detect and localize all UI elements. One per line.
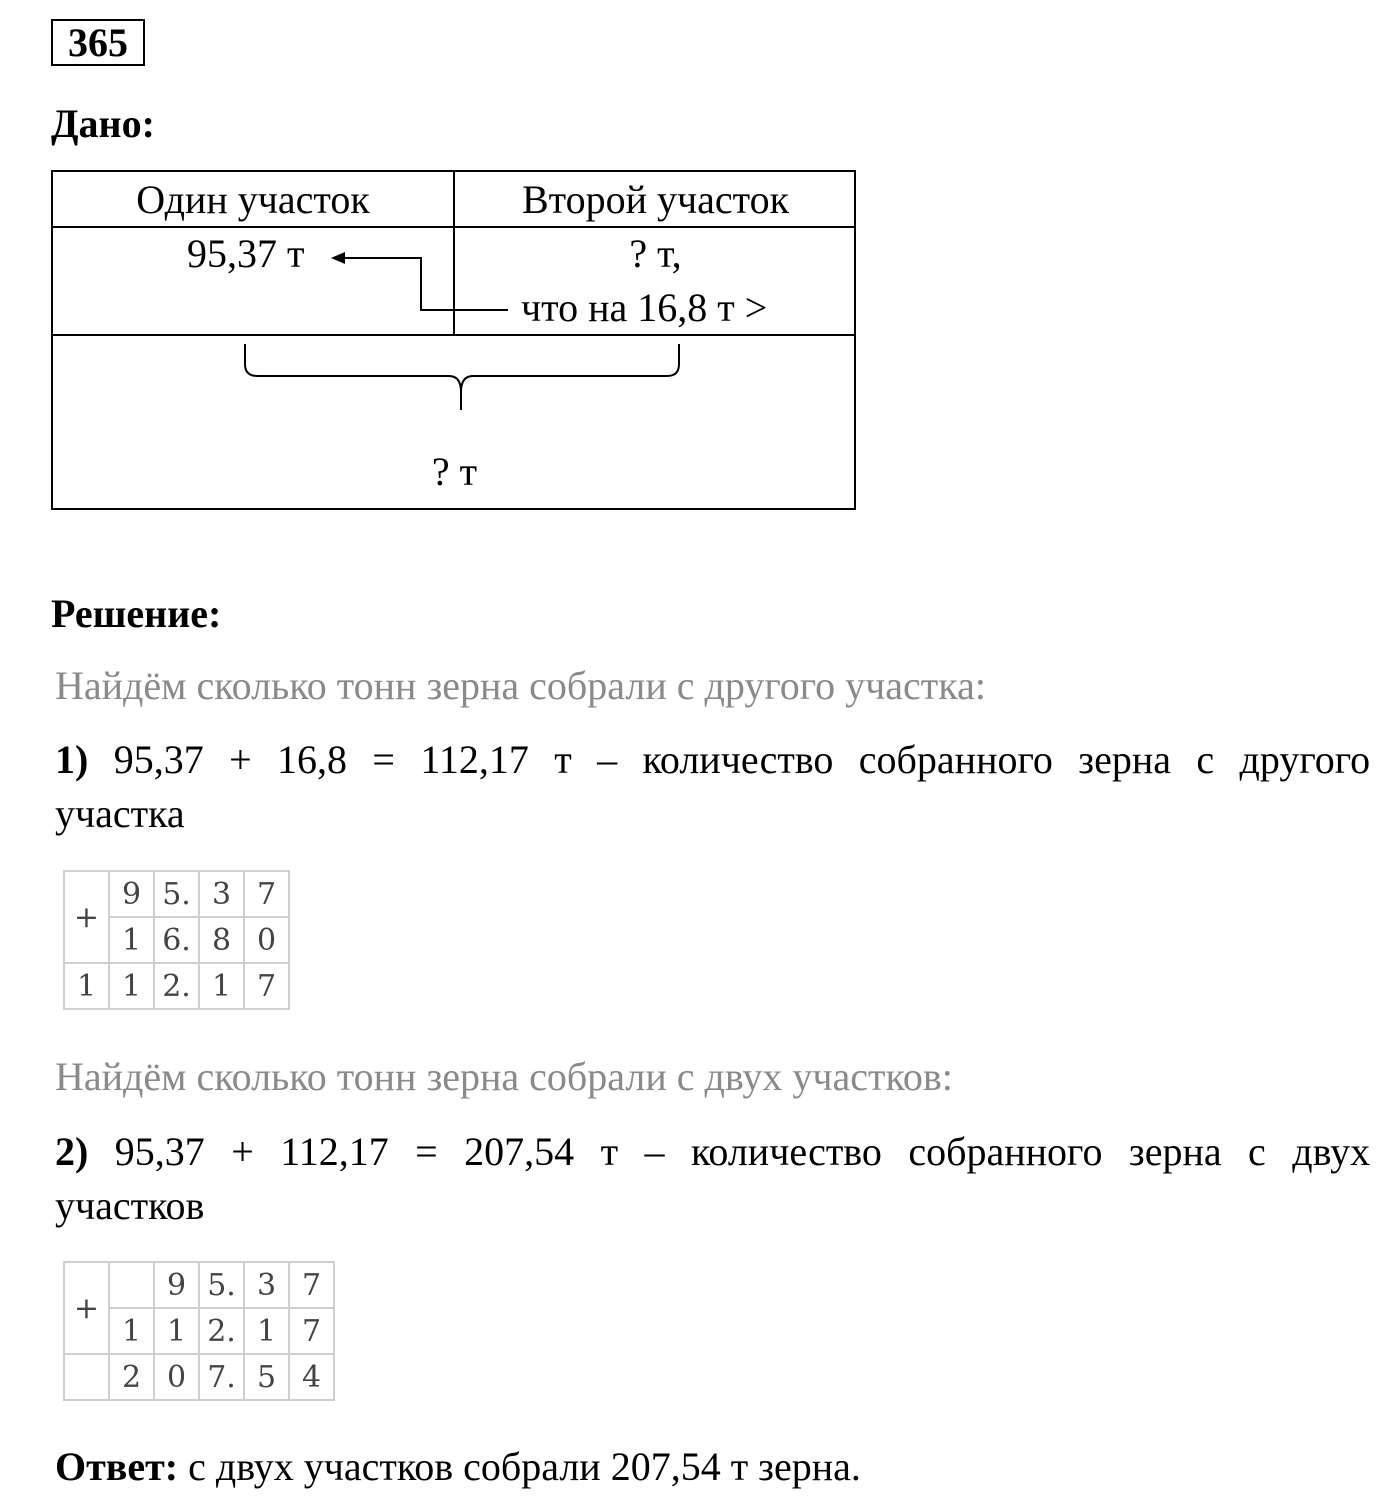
step-2-term: т xyxy=(600,1129,619,1174)
step-2-number: 2) xyxy=(55,1129,89,1174)
first-plot-header: Один участок xyxy=(136,177,370,222)
table-row xyxy=(64,1354,334,1400)
table-row xyxy=(64,963,289,1009)
solution-intro-2: Найдём сколько тонн зерна собрали с двух участков: xyxy=(55,1054,953,1099)
step-2-term: с xyxy=(1248,1129,1266,1174)
given-heading: Дано: xyxy=(51,101,155,146)
step-2-line xyxy=(55,1128,1370,1175)
digit-cell: 7 xyxy=(289,1262,334,1308)
digit-cell: 2. xyxy=(199,1308,244,1354)
plus-sign: + xyxy=(64,871,109,963)
digit-cell: 8 xyxy=(199,917,244,963)
step-1-term: 16,8 xyxy=(277,737,348,782)
step-1-term: зерна xyxy=(1078,737,1171,782)
answer-text: с двух участков собрали 207,54 т зерна. xyxy=(188,1444,861,1489)
step-2-term: двух xyxy=(1292,1129,1371,1174)
step-2-term: 112,17 xyxy=(280,1129,389,1174)
step-2-term: собранного xyxy=(908,1129,1103,1174)
digit-cell: 6. xyxy=(154,917,199,963)
step-1-term: – xyxy=(597,737,618,782)
step-1-term: 95,37 xyxy=(113,737,204,782)
digit-cell: 2. xyxy=(154,963,199,1009)
answer-label: Ответ: xyxy=(55,1444,179,1489)
digit-cell: 0 xyxy=(244,917,289,963)
plus-sign: + xyxy=(64,1262,109,1354)
digit-cell: 5. xyxy=(199,1262,244,1308)
step-1-term: другого xyxy=(1239,737,1371,782)
step-2-term: 207,54 xyxy=(464,1129,575,1174)
step-1-term: с xyxy=(1196,737,1215,782)
digit-cell: 1 xyxy=(154,1308,199,1354)
step-2-term: – xyxy=(644,1129,665,1174)
digit-cell: 5 xyxy=(244,1354,289,1400)
second-plot-header: Второй участок xyxy=(521,177,790,222)
step-1-number: 1) xyxy=(55,737,89,782)
digit-cell: 9 xyxy=(109,871,154,917)
step-2-term: зерна xyxy=(1128,1129,1222,1174)
step-2-term: 95,37 xyxy=(114,1129,205,1174)
digit-cell: 7 xyxy=(289,1308,334,1354)
digit-cell: 7 xyxy=(244,963,289,1009)
digit-cell: 1 xyxy=(199,963,244,1009)
digit-cell: 5. xyxy=(154,871,199,917)
digit-cell: 1 xyxy=(64,963,109,1009)
digit-cell: 1 xyxy=(109,917,154,963)
sum-brace xyxy=(245,344,679,410)
step-1-term: собранного xyxy=(858,737,1053,782)
digit-cell: 3 xyxy=(244,1262,289,1308)
step-1-term: т xyxy=(554,737,572,782)
solution-intro-1: Найдём сколько тонн зерна собрали с другого участка: xyxy=(55,663,986,708)
first-plot-value: 95,37 т xyxy=(187,231,305,276)
digit-cell: 1 xyxy=(109,963,154,1009)
step-2-term: + xyxy=(231,1129,254,1174)
column-addition-2 xyxy=(63,1261,335,1401)
step-2-continuation: участков xyxy=(55,1183,205,1228)
step-1-line xyxy=(55,736,1370,783)
digit-cell: 0 xyxy=(154,1354,199,1400)
digit-cell: 7. xyxy=(199,1354,244,1400)
solution-heading: Решение: xyxy=(51,591,222,636)
step-2-term: = xyxy=(415,1129,438,1174)
digit-cell: 9 xyxy=(154,1262,199,1308)
digit-cell: 1 xyxy=(244,1308,289,1354)
step-1-term: + xyxy=(229,737,252,782)
step-2-term: количество xyxy=(690,1129,882,1174)
digit-cell: 4 xyxy=(289,1354,334,1400)
digit-cell xyxy=(109,1262,154,1308)
second-plot-relation: что на 16,8 т > xyxy=(521,285,768,330)
digit-cell xyxy=(64,1354,109,1400)
second-plot-value: ? т, xyxy=(629,231,682,276)
total-value: ? т xyxy=(431,449,478,494)
digit-cell: 3 xyxy=(199,871,244,917)
comparison-arrow xyxy=(343,258,508,310)
step-1-term: количество xyxy=(642,737,834,782)
column-addition-1 xyxy=(63,870,290,1010)
answer-line xyxy=(55,1443,861,1490)
digit-cell: 2 xyxy=(109,1354,154,1400)
table-row xyxy=(64,1262,334,1308)
table-row xyxy=(64,871,289,917)
arrow-head-icon xyxy=(331,252,345,264)
step-1-term: = xyxy=(372,737,395,782)
task-number: 365 xyxy=(51,19,145,66)
digit-cell: 1 xyxy=(109,1308,154,1354)
step-1-continuation: участка xyxy=(55,791,185,836)
digit-cell: 7 xyxy=(244,871,289,917)
given-table xyxy=(51,170,856,510)
step-1-term: 112,17 xyxy=(420,737,529,782)
